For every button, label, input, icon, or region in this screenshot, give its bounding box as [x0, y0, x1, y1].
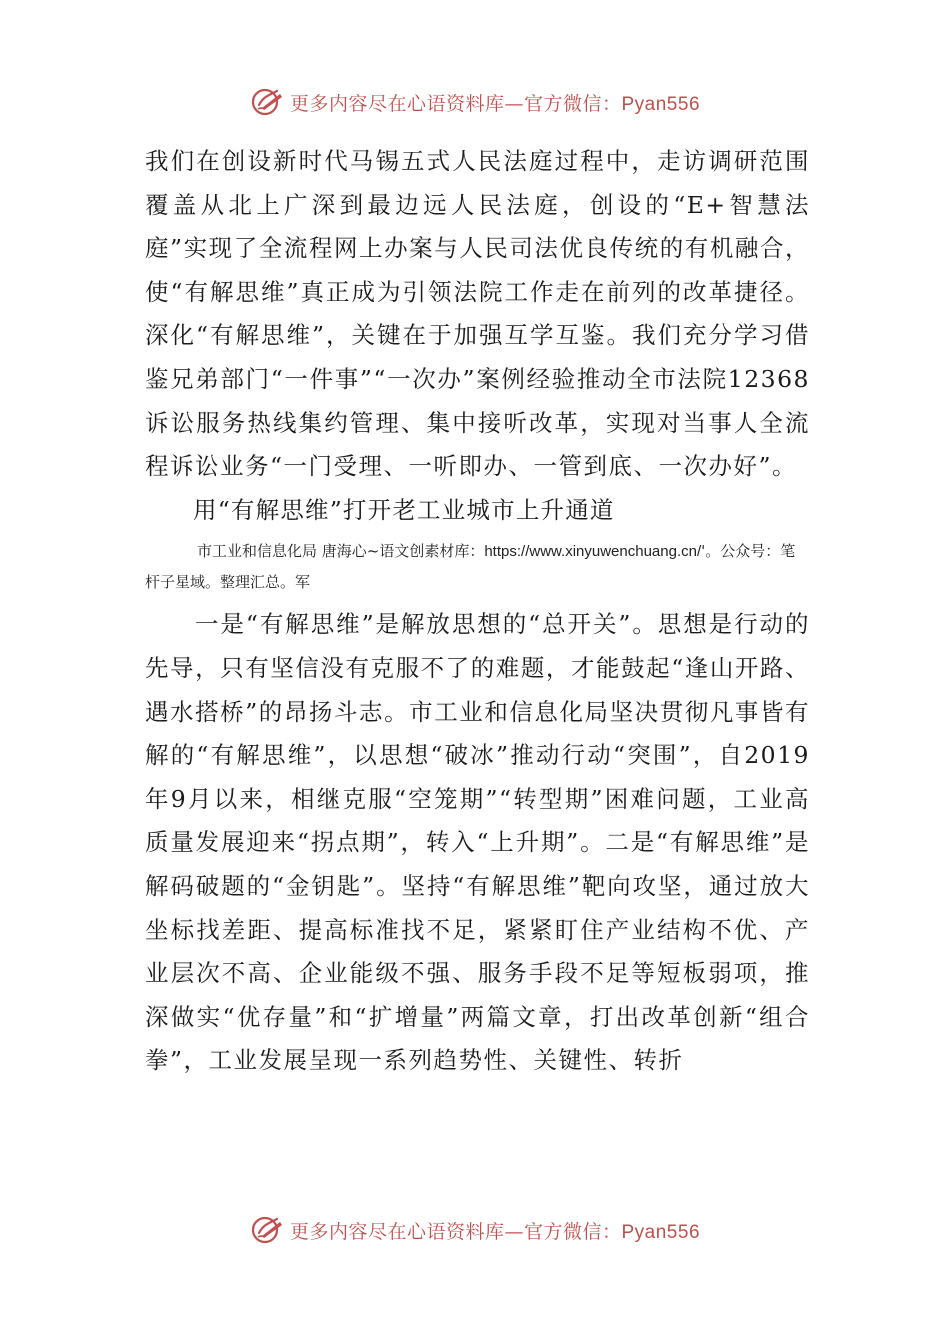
source-url: https://www.xinyuwenchuang.cn/ [484, 543, 702, 561]
source-note: 市工业和信息化局 唐海心~语文创素材库：https://www.xinyuwenchuang.cn/'。公众号：笔杆子星域。整理汇总。军 [145, 542, 796, 592]
banner-text: 更多内容尽在心语资料库—官方微信：Pyan556 [289, 1220, 701, 1243]
pen-circle-logo-icon [250, 85, 284, 119]
paragraph-1: 我们在创设新时代马锡五式人民法庭过程中，走访调研范围覆盖从北上广深到最边远人民法庭，创设的“E+智慧法庭”实现了全流程网上办案与人民司法优良传统的有机融合，使“有解思维”真正成为引领法院工作走在前列的改革捷径。深化“有解思维”，关键在于加强互学互鉴。我们充分学习借鉴兄弟部门“一件事”“一次办”案例经验推动全市法院12368诉讼服务热线集约管理、集中接听改革，实现对当事人全流程诉讼业务“一门受理、一听即办、一管到底、一次办好”。 [145, 147, 810, 481]
section-heading: 用“有解思维”打开老工业城市上升通道 [193, 495, 615, 524]
footer-banner [0, 1210, 950, 1250]
paragraph-2: 一是“有解思维”是解放思想的“总开关”。思想是行动的先导，只有坚信没有克服不了的难题，才能鼓起“逢山开路、遇水搭桥”的昂扬斗志。市工业和信息化局坚决贯彻凡事皆有解的“有解思维”，以思想“破冰”推动行动“突围”，自2019年9月以来，相继克服“空笼期”“转型期”困难问题，工业高质量发展迎来“拐点期”，转入“上升期”。二是“有解思维”是解码破题的“金钥匙”。坚持“有解思维”靶向攻坚，通过放大坐标找差距、提高标准找不足，紧紧盯住产业结构不优、产业层次不高、企业能级不强、服务手段不足等短板弱项，推深做实“优存量”和“扩增量”两篇文章，打出改革创新“组合拳”，工业发展呈现一系列趋势性、关键性、转折 [145, 610, 810, 1075]
pen-circle-logo-icon [250, 1213, 284, 1247]
document-body [145, 140, 810, 1083]
header-banner [0, 82, 950, 122]
banner-text: 更多内容尽在心语资料库—官方微信：Pyan556 [289, 92, 701, 115]
